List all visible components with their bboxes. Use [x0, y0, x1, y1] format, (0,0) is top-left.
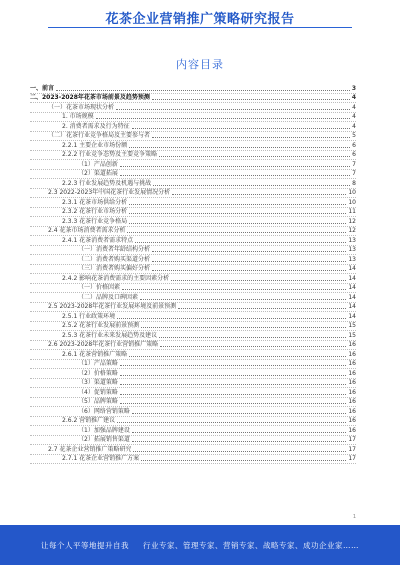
footer-tagline: 行业专家、管理专家、营销专家、战略专家、成功企业家……: [143, 540, 359, 550]
toc-leader-dots: [120, 175, 350, 176]
toc-entry-label: （1）加强品牌建设: [78, 426, 130, 434]
toc-leader-dots: [117, 422, 346, 423]
header-divider: [48, 27, 352, 28]
toc-entry-page: 15: [348, 322, 356, 329]
toc-entry-label: （一）花茶市场现状分析: [48, 103, 115, 111]
toc-entry-label: 2.5.1 行业政策环境: [62, 312, 116, 320]
toc-entry-page: 12: [348, 217, 356, 225]
toc-leader-dots: [141, 460, 346, 461]
toc-leader-dots: [152, 251, 346, 252]
toc-leader-dots: [120, 365, 347, 366]
toc-leader-dots: [129, 147, 350, 148]
toc-entry-page: 16: [348, 369, 356, 377]
toc-leader-dots: [172, 194, 346, 195]
toc-leader-dots: [152, 270, 346, 271]
toc-leader-dots: [159, 156, 350, 157]
toc-entry-label: （二）品牌及口碑因素: [78, 293, 139, 301]
toc-entry-page: 13: [348, 236, 356, 244]
toc-leader-dots: [133, 451, 346, 452]
toc-leader-dots: [132, 432, 347, 433]
toc-entry[interactable]: [30, 455, 356, 465]
toc-entry-page: 4: [352, 122, 356, 130]
toc-heading: 内容目录: [176, 58, 224, 71]
toc-entry-label: 2.2.3 行业发展趋势及机遇与挑战: [62, 179, 152, 187]
toc-entry-label: 2.2.2 行业竞争态势及主要竞争策略: [62, 151, 158, 158]
toc-entry-page: 16: [348, 350, 356, 358]
toc-entry-page: 14: [348, 303, 356, 310]
toc-entry-label: （6）网络营销策略: [78, 407, 130, 415]
toc-entry-label: 2.6.2 营销推广建议: [62, 417, 116, 424]
toc-entry-page: 12: [348, 227, 356, 234]
toc-entry-page: 4: [352, 113, 356, 120]
toc-leader-dots: [116, 109, 350, 110]
toc-entry-page: 14: [348, 293, 356, 301]
toc-entry-label: 一、前言: [30, 84, 55, 92]
toc-leader-dots: [120, 166, 350, 167]
toc-entry-label: （1）产品策略: [78, 360, 118, 367]
toc-entry-label: （一）价格因素: [78, 284, 121, 291]
toc-leader-dots: [152, 137, 350, 138]
toc-entry-page: 16: [348, 407, 356, 415]
page-header: [0, 0, 400, 32]
toc-entry-page: 16: [348, 426, 356, 434]
toc-entry-page: 16: [348, 379, 356, 386]
toc-entry-label: 2.2.1 主要企业市场份额: [62, 141, 128, 149]
toc-entry-label: （1）产品创新: [78, 160, 118, 168]
toc-entry-page: 13: [348, 246, 356, 253]
toc-leader-dots: [132, 441, 347, 442]
toc-leader-dots: [129, 213, 346, 214]
toc-entry-page: 15: [348, 331, 356, 339]
toc-entry-page: 14: [348, 284, 356, 291]
toc-leader-dots: [171, 280, 346, 281]
toc-entry-label: 2.3 2022-2023年中国花茶行业发展情况分析: [48, 189, 171, 196]
toc-entry-page: 6: [352, 141, 356, 149]
toc-leader-dots: [96, 118, 351, 119]
toc-entry-label: （三）消费者购买偏好分析: [78, 265, 151, 272]
toc-leader-dots: [127, 232, 346, 233]
toc-entry-label: 2. 消费者需求及行为特征: [62, 122, 130, 130]
toc-leader-dots: [56, 90, 350, 91]
toc-entry-page: 10: [348, 198, 356, 206]
toc-entry-label: 二、2023-2028年花茶市场前景及趋势预测: [30, 94, 150, 101]
toc-leader-dots: [129, 204, 346, 205]
toc-entry-label: 2.3.1 花茶市场供给分析: [62, 198, 128, 206]
toc-entry-page: 4: [351, 94, 356, 101]
toc-entry-page: 14: [348, 274, 356, 282]
toc-entry-page: 16: [348, 417, 356, 424]
toc-entry-page: 16: [348, 360, 356, 367]
toc-entry-label: 2.4.2 影响花茶消费需求的主要因素分析: [62, 274, 170, 282]
toc-entry-label: 2.5 2023-2028年花茶行业发展环境及前景预测: [48, 303, 177, 310]
toc-entry-label: 2.6 2023-2028年花茶行业营销推广策略: [48, 341, 159, 348]
toc-leader-dots: [129, 223, 346, 224]
toc-entry-label: （2）拓展销售渠道: [78, 436, 130, 443]
page-number: 1: [352, 514, 356, 520]
toc-leader-dots: [120, 403, 347, 404]
toc-entry-page: 6: [352, 151, 356, 158]
toc-entry-page: 17: [348, 436, 356, 443]
toc-entry-label: （4）促销策略: [78, 388, 118, 396]
toc-entry-label: 2.5.3 花茶行业未来发展趋势及建议: [62, 331, 158, 339]
toc-entry-page: 14: [348, 312, 356, 320]
toc-entry-label: 2.4.1 花茶消费者需求特点: [62, 236, 134, 244]
toc-entry-page: 4: [352, 103, 356, 111]
toc-entry-page: 11: [348, 208, 356, 215]
toc-entry-label: （二）花茶行业竞争格局及主要参与者: [48, 132, 151, 139]
toc-entry-label: 2.7.1 花茶企业营销推广方案: [62, 455, 140, 462]
toc-entry-label: 2.7 花茶企业营销推广策略研究: [48, 445, 132, 453]
toc-entry-label: （3）渠道策略: [78, 379, 118, 386]
toc-leader-dots: [132, 413, 347, 414]
toc-entry-page: 14: [348, 265, 356, 272]
table-of-contents: [30, 84, 356, 464]
toc-leader-dots: [141, 327, 346, 328]
toc-entry-label: （2）渠道拓展: [78, 170, 118, 177]
toc-leader-dots: [152, 261, 346, 262]
toc-entry-page: 16: [348, 388, 356, 396]
toc-entry-page: 7: [352, 160, 356, 168]
toc-leader-dots: [178, 308, 346, 309]
toc-leader-dots: [120, 375, 347, 376]
toc-leader-dots: [153, 185, 350, 186]
toc-leader-dots: [132, 128, 351, 129]
toc-entry-page: 3: [351, 84, 356, 92]
toc-leader-dots: [122, 289, 346, 290]
toc-leader-dots: [152, 99, 350, 100]
toc-entry-label: 2.3.2 花茶行业市场分析: [62, 208, 128, 215]
toc-entry-page: 7: [352, 170, 356, 177]
toc-entry-label: （二）消费者购买渠道分析: [78, 255, 151, 263]
toc-entry-page: 17: [348, 455, 356, 462]
toc-entry-label: 2.4 花茶市场消费者需求分析: [48, 227, 126, 234]
toc-leader-dots: [135, 242, 346, 243]
toc-leader-dots: [129, 356, 346, 357]
toc-entry-page: 16: [348, 398, 356, 405]
toc-entry-label: 1. 市场规模: [62, 113, 94, 120]
toc-entry-label: 2.3.3 花茶行业竞争格局: [62, 217, 128, 225]
toc-entry-label: 2.5.2 花茶行业发展前景预测: [62, 322, 140, 329]
toc-entry-page: 10: [348, 189, 356, 196]
toc-leader-dots: [120, 394, 347, 395]
toc-entry-page: 17: [348, 445, 356, 453]
toc-entry-label: 2.6.1 花茶营销推广策略: [62, 350, 128, 358]
toc-leader-dots: [120, 384, 347, 385]
toc-entry-label: （5）品牌策略: [78, 398, 118, 405]
toc-entry-page: 13: [348, 255, 356, 263]
toc-entry-label: （2）价格策略: [78, 369, 118, 377]
toc-leader-dots: [117, 318, 346, 319]
page-footer: [0, 525, 400, 565]
toc-entry-page: 8: [352, 179, 356, 187]
toc-entry-page: 16: [348, 341, 356, 348]
toc-leader-dots: [140, 299, 346, 300]
toc-entry-label: （一）消费者年龄结构分析: [78, 246, 151, 253]
toc-entry-page: 5: [352, 132, 356, 139]
report-title: 花茶企业营销推广策略研究报告: [105, 12, 295, 27]
toc-leader-dots: [160, 346, 346, 347]
toc-leader-dots: [159, 337, 346, 338]
footer-slogan: 让每个人平等地提升自我: [41, 540, 129, 550]
